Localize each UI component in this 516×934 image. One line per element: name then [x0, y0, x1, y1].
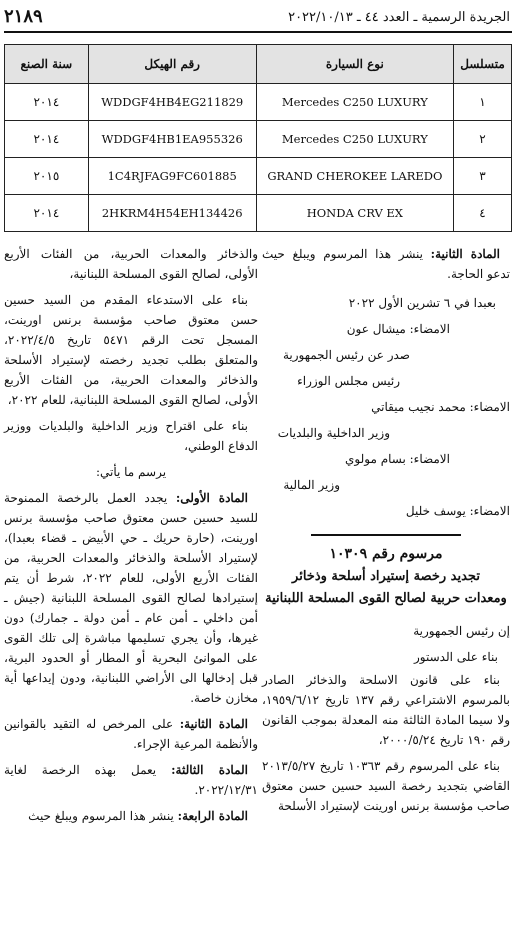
- table-row: [5, 195, 512, 232]
- cell-serial: ١: [454, 84, 512, 121]
- decree-number: مرسوم رقم ١٠٣٠٩: [329, 546, 443, 562]
- article-3: [4, 760, 258, 800]
- article-label: المادة الأولى:: [175, 491, 249, 505]
- cell-year: ٢٠١٤: [5, 84, 89, 121]
- article-text: يعمل بهذه الرخصة لغاية ٢٠٢٢/١٢/٣١.: [4, 763, 258, 797]
- article-4: [4, 806, 258, 826]
- article-2: [4, 714, 258, 754]
- signature-pm: الامضاء: محمد نجيب ميقاتي: [371, 400, 510, 414]
- article-label: المادة الثانية:: [430, 247, 500, 261]
- cell-year: ٢٠١٥: [5, 158, 89, 195]
- page-number: ٢١٨٩: [4, 6, 43, 27]
- cell-serial: ٤: [454, 195, 512, 232]
- header-serial: متسلسل: [454, 45, 512, 84]
- pm-title: رئيس مجلس الوزراء: [297, 374, 400, 388]
- table-row: [5, 158, 512, 195]
- article-2-prev: [262, 244, 510, 284]
- cell-chassis: WDDGF4HB1EA955326: [88, 121, 256, 158]
- table-row: [5, 121, 512, 158]
- decrees-heading: يرسم ما يأتي:: [95, 465, 167, 479]
- continued-paragraph: والذخائر والمعدات الحربية، من الفئات الأربع الأولى، لصالح القوى المسلحة اللبنانية،: [4, 247, 258, 281]
- article-label: المادة الثانية:: [179, 717, 248, 731]
- section-divider: [311, 532, 461, 538]
- decree-title-line-1: تجديد رخصة إستيراد أسلحة وذخائر: [292, 569, 480, 584]
- issued-by: صدر عن رئيس الجمهورية: [282, 348, 410, 362]
- constitution-line: بناء على الدستور: [414, 650, 498, 664]
- finance-minister-title: وزير المالية: [283, 478, 340, 492]
- president-line: إن رئيس الجمهورية: [413, 624, 510, 638]
- date-line: بعبدا في ٦ تشرين الأول ٢٠٢٢: [348, 296, 496, 310]
- header-rule: [4, 31, 512, 33]
- vehicles-table: [4, 44, 512, 232]
- decree-title-line-2: ومعدات حربية لصالح القوى المسلحة اللبنانية: [265, 591, 507, 606]
- header-car-type: نوع السيارة: [256, 45, 453, 84]
- interior-minister-title: وزير الداخلية والبلديات: [277, 426, 390, 440]
- article-label: المادة الرابعة:: [177, 809, 248, 823]
- article-1: [4, 488, 258, 708]
- cell-chassis: WDDGF4HB4EG211829: [88, 84, 256, 121]
- table-header-row: [5, 45, 512, 84]
- header-chassis: رقم الهيكل: [88, 45, 256, 84]
- legal-basis-law: بناء على قانون الاسلحة والذخائر الصادر بالمرسوم الاشتراعي رقم ١٣٧ تاريخ ١٩٥٩/٦/١٢، ولا سيما المادة الثالثة منه المعدلة بموجب القانون رقم ١٩٠ تاريخ ٢٠٠٠/٥/٢٤،: [262, 673, 510, 747]
- signature-president: الامضاء: ميشال عون: [346, 322, 450, 336]
- signature-interior: الامضاء: بسام مولوي: [345, 452, 450, 466]
- gazette-header-title: الجريدة الرسمية ـ العدد ٤٤ ـ ٢٠٢٢/١٠/١٣: [288, 10, 510, 25]
- signature-finance: الامضاء: يوسف خليل: [405, 504, 510, 518]
- cell-car-type: HONDA CRV EX: [256, 195, 453, 232]
- right-column: [262, 244, 510, 822]
- header-year: سنة الصنع: [5, 45, 89, 84]
- cell-serial: ٣: [454, 158, 512, 195]
- article-text: ينشر هذا المرسوم ويبلغ حيث: [28, 809, 178, 823]
- article-text: يجدد العمل بالرخصة الممنوحة للسيد حسين حسن معتوق صاحب مؤسسة برنس اورينت، (حارة حريك ـ حي الأبيض ـ قضاء بعبدا)، لإستيراد الأسلحة والذخائر والمعدات الحربية، من الفئات الأربع الأولى، للعام ٢٠٢٢، شرط أن يتم إستيرادها لصالح القوى المسلحة اللبنانية (جيش ـ أمن داخلي ـ أمن عام ـ أمن دولة ـ جمارك) دون غيرها، وأن يجري تسليمها مباشرة إلى تلك القوى على الموانئ البحرية أو المطار أو الحدود البرية، قبل إدخالها الى الأراضي اللبنانية، ودون إيداعها أية مخازن خاصة.: [4, 491, 258, 705]
- cell-chassis: 2HKRM4H54EH134426: [88, 195, 256, 232]
- article-text: على المرخص له التقيد بالقوانين والأنظمة المرعية الإجراء.: [4, 717, 258, 751]
- table-row: [5, 84, 512, 121]
- cell-serial: ٢: [454, 121, 512, 158]
- article-label: المادة الثالثة:: [171, 763, 248, 777]
- decree-title: [262, 566, 510, 610]
- cell-car-type: GRAND CHEROKEE LAREDO: [256, 158, 453, 195]
- cell-year: ٢٠١٤: [5, 195, 89, 232]
- legal-basis-decree: بناء على المرسوم رقم ١٠٣٦٣ تاريخ ٢٠١٣/٥/٢٧ القاضي بتجديد رخصة السيد حسين حسن معتوق صاحب مؤسسة برنس اورينت لإستيراد الأسلحة: [262, 759, 510, 813]
- cell-chassis: 1C4RJFAG9FC601885: [88, 158, 256, 195]
- article-text: ينشر هذا المرسوم ويبلغ حيث تدعو الحاجة.: [262, 247, 510, 281]
- proposal-paragraph: بناء على اقتراح وزير الداخلية والبلديات ووزير الدفاع الوطني،: [4, 419, 258, 453]
- page-header: [4, 6, 512, 30]
- cell-year: ٢٠١٤: [5, 121, 89, 158]
- request-paragraph: بناء على الاستدعاء المقدم من السيد حسين حسن معتوق صاحب مؤسسة برنس اورينت، المسجل تحت الرقم ٥٤٧١ تاريخ ٢٠٢٢/٤/٥، والمتعلق بطلب تجديد رخصته لإستيراد الأسلحة والذخائر والمعدات الحربية، من الفئات الأربع الأولى، لصالح القوى المسلحة اللبنانية، للعام ٢٠٢٢،: [4, 293, 258, 407]
- cell-car-type: Mercedes C250 LUXURY: [256, 121, 453, 158]
- left-column: [4, 244, 258, 832]
- cell-car-type: Mercedes C250 LUXURY: [256, 84, 453, 121]
